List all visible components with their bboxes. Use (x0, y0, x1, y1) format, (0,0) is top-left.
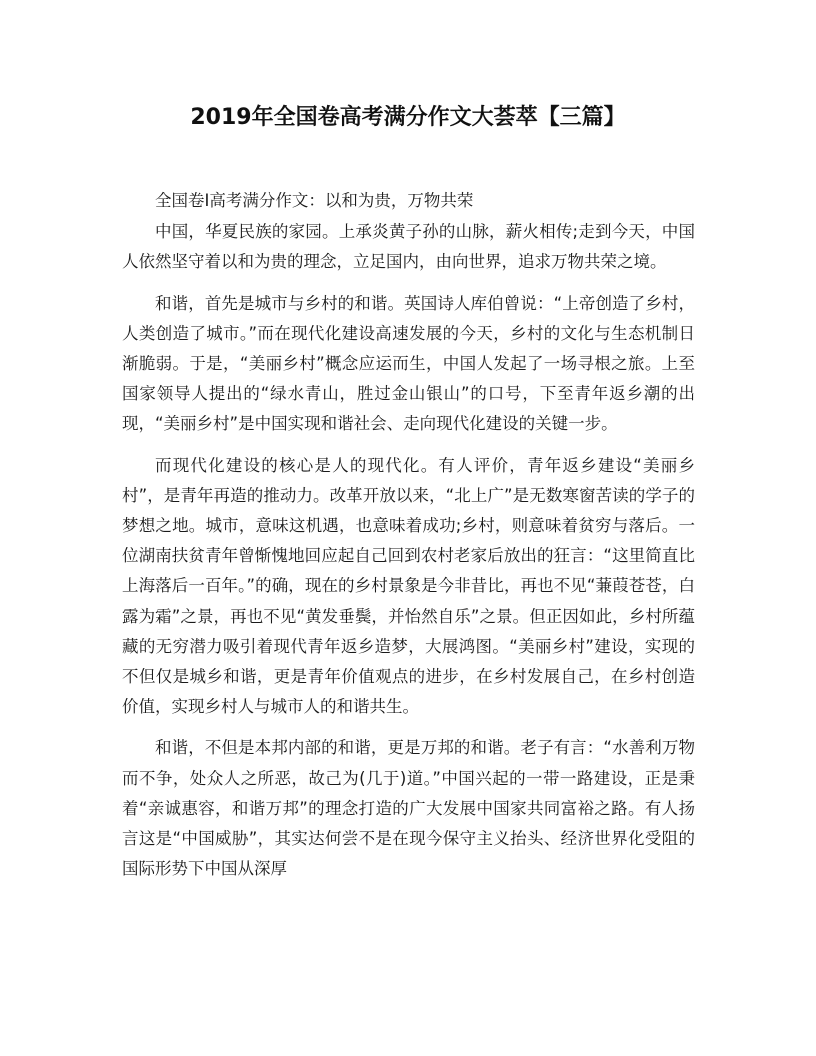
paragraph-3: 而现代化建设的核心是人的现代化。有人评价，青年返乡建设“美丽乡村”，是青年再造的推动力。改革开放以来，“北上广”是无数寒窗苦读的学子的梦想之地。城市，意味这机遇，也意味着成功;乡村，则意味着贫穷与落后。一位湖南扶贫青年曾惭愧地回应起自己回到农村老家后放出的狂言：“这里简直比上海落后一百年。”的确，现在的乡村景象是今非昔比，再也不见“蒹葭苍苍，白露为霜”之景，再也不见“黄发垂鬓，并怡然自乐”之景。但正因如此，乡村所蕴藏的无穷潜力吸引着现代青年返乡造梦，大展鸿图。“美丽乡村”建设，实现的不但仅是城乡和谐，更是青年价值观点的进步，在乡村发展自己，在乡村创造价值，实现乡村人与城市人的和谐共生。 (122, 455, 695, 717)
document-title: 2019年全国卷高考满分作文大荟萃【三篇】 (190, 105, 626, 130)
essay-subtitle: 全国卷Ⅰ高考满分作文：以和为贵，万物共荣 (155, 191, 474, 210)
paragraph-4: 和谐，不但是本邦内部的和谐，更是万邦的和谐。老子有言：“水善利万物而不争，处众人之所恶，故己为(几于)道。”中国兴起的一带一路建设，正是秉着“亲诚惠容，和谐万邦”的理念打造的广大发展中国家共同富裕之路。有人扬言这是“中国威胁”，其实达何尝不是在现今保守主义抬头、经济世界化受阻的国际形势下中国从深厚 (122, 738, 695, 879)
document-body (122, 186, 695, 895)
paragraph-2: 和谐，首先是城市与乡村的和谐。英国诗人库伯曾说：“上帝创造了乡村，人类创造了城市。”而在现代化建设高速发展的今天，乡村的文化与生态机制日渐脆弱。于是，“美丽乡村”概念应运而生，中国人发起了一场寻根之旅。上至国家领导人提出的“绿水青山，胜过金山银山”的口号，下至青年返乡潮的出现，“美丽乡村”是中国实现和谐社会、走向现代化建设的关键一步。 (122, 293, 695, 434)
paragraph-1: 中国，华夏民族的家园。上承炎黄子孙的山脉，薪火相传;走到今天，中国人依然坚守着以和为贵的理念，立足国内，由向世界，追求万物共荣之境。 (122, 222, 695, 272)
